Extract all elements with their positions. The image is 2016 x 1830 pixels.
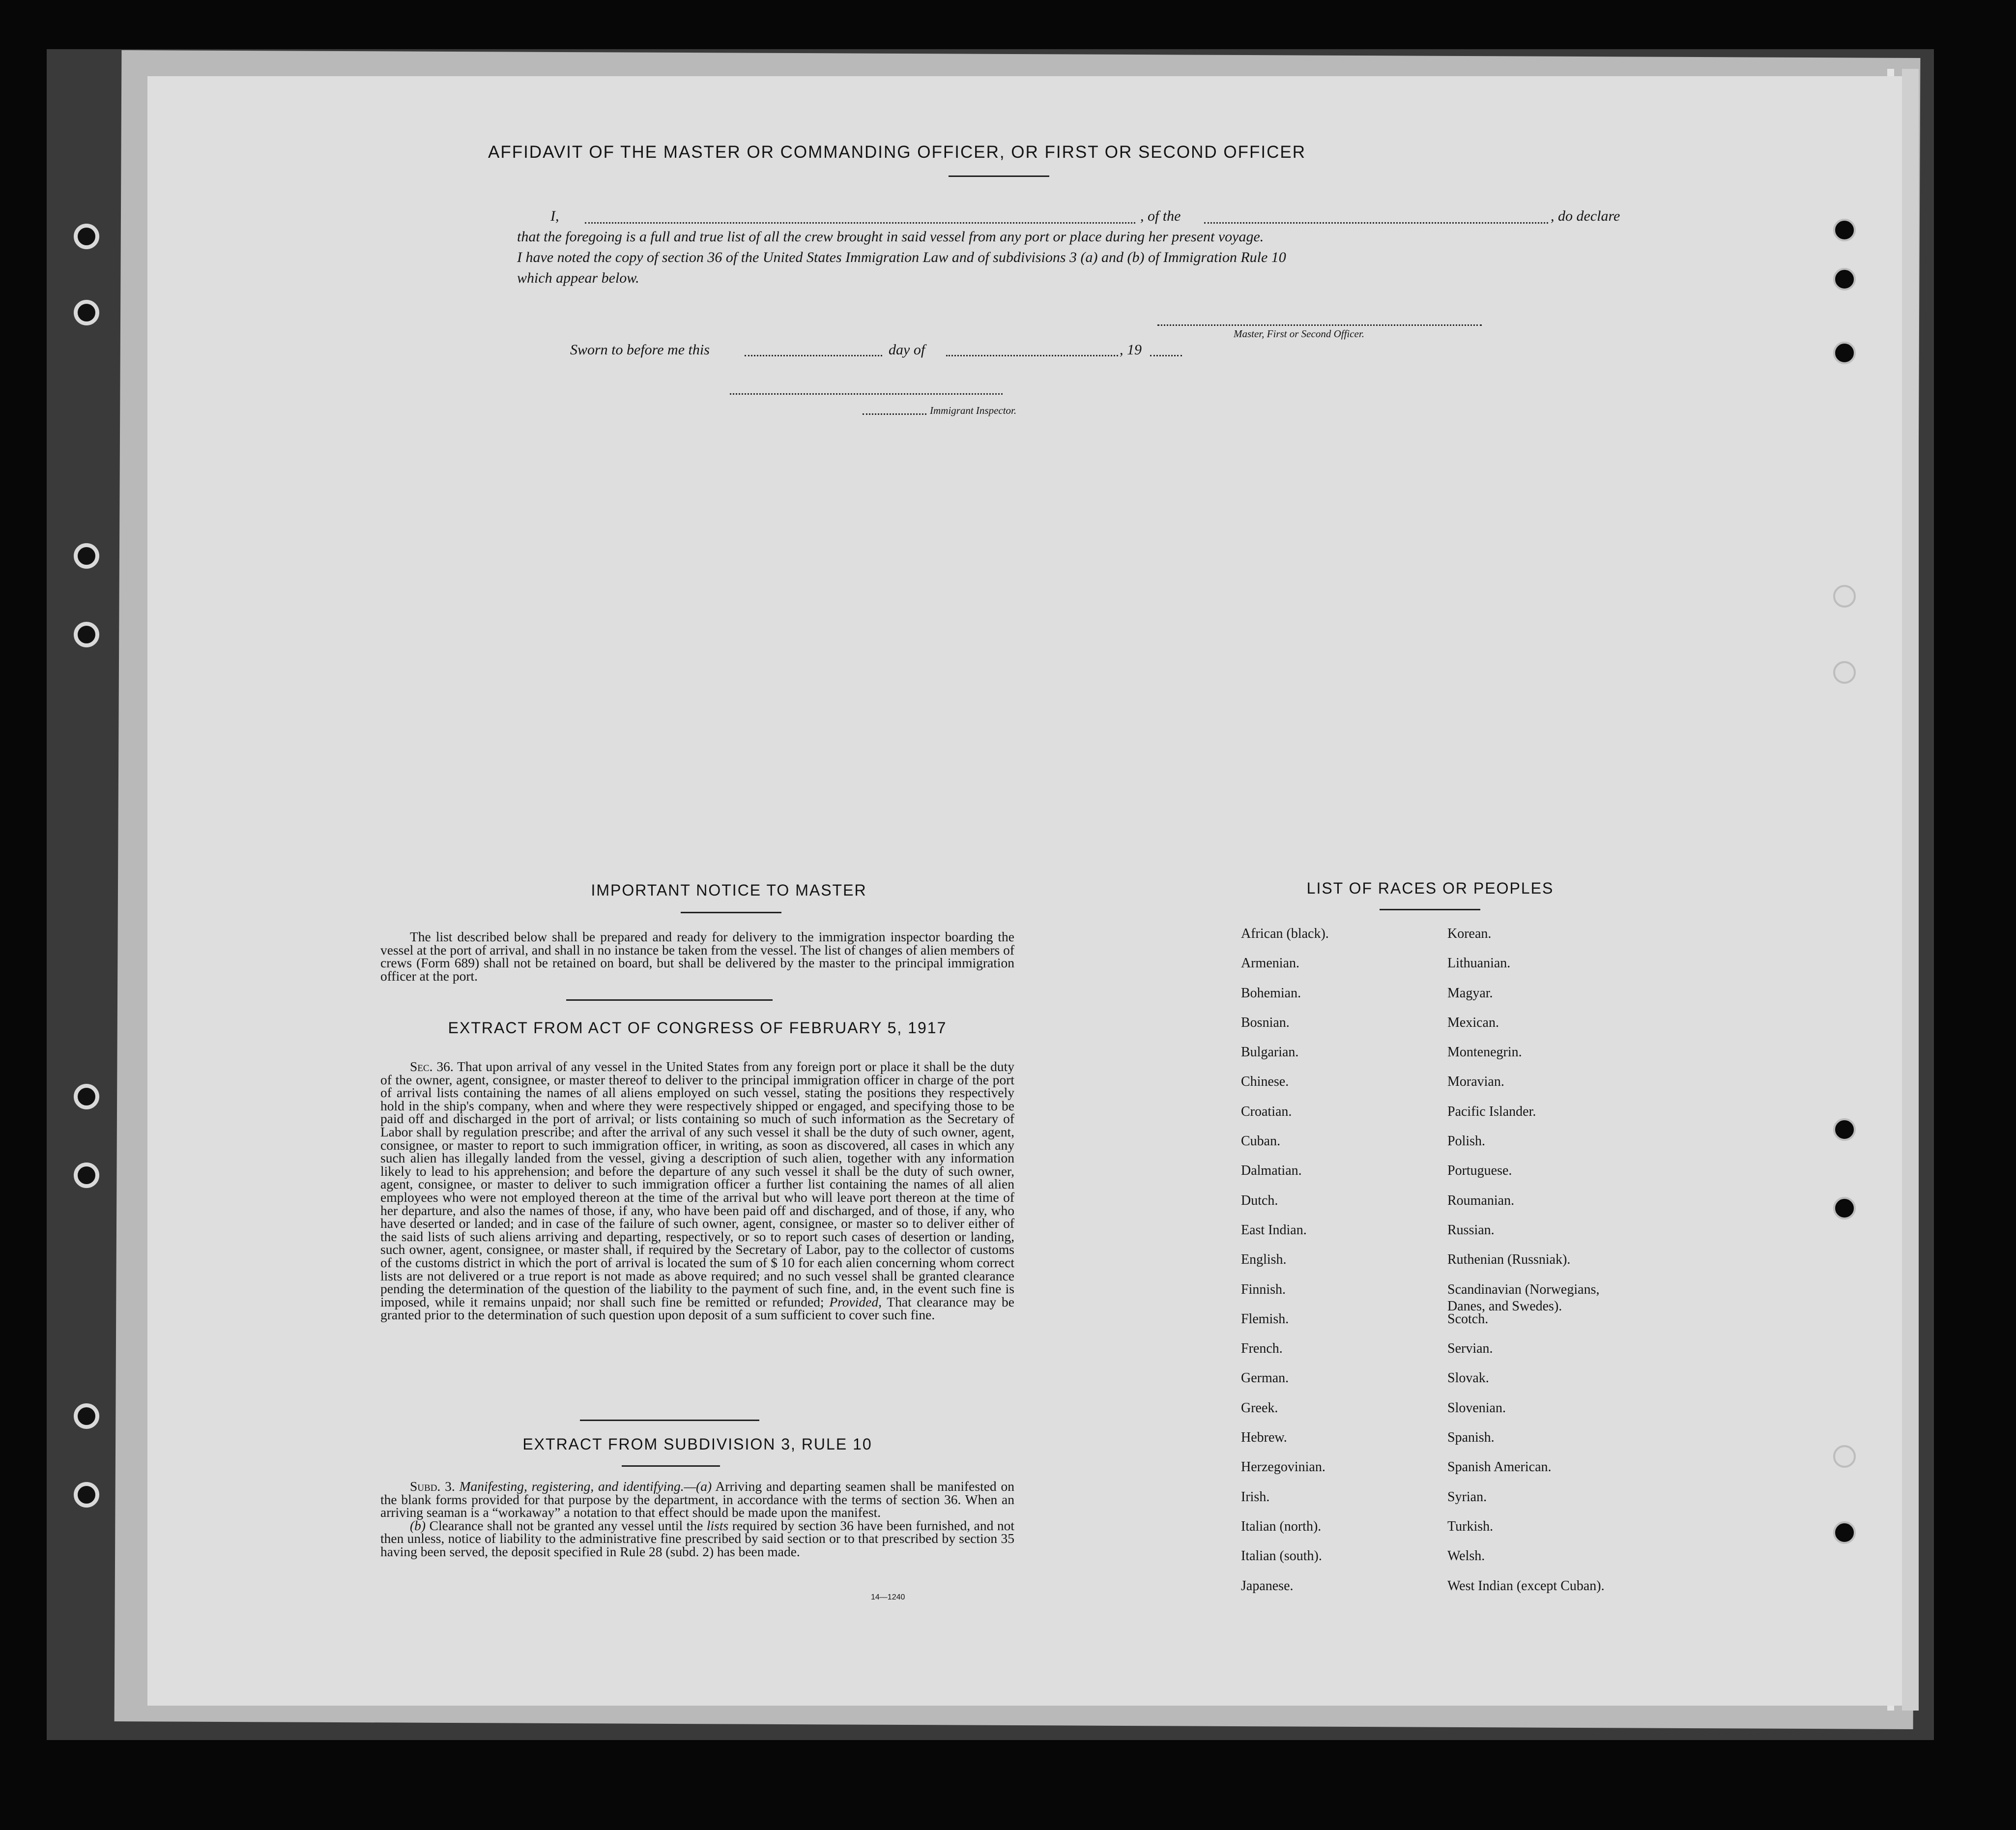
races-title-rule: [1380, 909, 1480, 910]
master-signature-blank: [1157, 324, 1482, 326]
race-item: German.: [1241, 1370, 1289, 1386]
race-item: Slovak.: [1447, 1370, 1489, 1386]
race-item: Servian.: [1447, 1341, 1493, 1357]
punch-hole: [1833, 661, 1856, 684]
rule-title-rule: [622, 1465, 720, 1467]
notice-title: IMPORTANT NOTICE TO MASTER: [591, 881, 867, 899]
notice-text: The list described below shall be prepared and ready for delivery to the immigration inspector boarding the vessel at the port of arrival, and shall in no instance be taken from the vessel. The list of changes of alien members of crews (Form 689) shall not be retained on board, but shall be delivered by the master to the principal immigration officer at the port.: [380, 929, 1014, 984]
punch-hole: [74, 300, 99, 325]
affidavit-line: which appear below.: [517, 270, 639, 286]
affidavit-line: that the foregoing is a full and true list of all the crew brought in said vessel from any port or place during her present voyage.: [517, 229, 1264, 245]
rule-title: EXTRACT FROM SUBDIVISION 3, RULE 10: [522, 1435, 872, 1453]
punch-hole: [1833, 1445, 1856, 1468]
race-item: Ruthenian (Russniak).: [1447, 1252, 1571, 1268]
race-item: Irish.: [1241, 1489, 1270, 1505]
race-item: Japanese.: [1241, 1578, 1294, 1594]
race-item: Magyar.: [1447, 985, 1493, 1001]
affidavit-line: I have noted the copy of section 36 of the United States Immigration Law and of subdivisions 3 (a) and (b) of Immigration Rule 10: [517, 249, 1286, 265]
affidavit-title: AFFIDAVIT OF THE MASTER OR COMMANDING OFFICER, OR FIRST OR SECOND OFFICER: [488, 143, 1306, 162]
race-item: Spanish American.: [1447, 1459, 1552, 1475]
race-item: Italian (south).: [1241, 1548, 1322, 1564]
punch-hole: [1833, 1521, 1856, 1544]
race-item: Scotch.: [1447, 1311, 1489, 1327]
race-item: Polish.: [1447, 1133, 1486, 1149]
races-title: LIST OF RACES OR PEOPLES: [1306, 879, 1554, 897]
manifest-page: [147, 76, 1902, 1706]
notice-title-rule: [681, 912, 781, 913]
race-item: Pacific Islander.: [1447, 1104, 1536, 1119]
races-left-column: [1241, 926, 1438, 1607]
race-item: Dutch.: [1241, 1192, 1278, 1208]
race-item: Russian.: [1447, 1222, 1495, 1238]
race-item: Flemish.: [1241, 1311, 1289, 1327]
master-label: Master, First or Second Officer.: [1234, 328, 1364, 340]
race-item: Turkish.: [1447, 1518, 1494, 1534]
race-item: Bulgarian.: [1241, 1045, 1299, 1060]
race-item: Bohemian.: [1241, 985, 1301, 1001]
race-item: Spanish.: [1447, 1430, 1495, 1446]
race-item: Moravian.: [1447, 1074, 1504, 1090]
rule-text: Subd. 3. Manifesting, registering, and identifying.—(a) Arriving and departing seamen shall be manifested on the blank forms provided for that purpose by the department, in accordance with the terms of section 36. When an arriving seaman is a “workaway” a notation to that effect should be made upon the manifest. (b) Clearance shall not be granted any vessel until the lists required by section 36 have been furnished, and not then unless, notice of liability to the administrative fine prescribed by said section or to that prescribed by section 35 having been served, the deposit specified in Rule 28 (subd. 2) has been made.: [380, 1479, 1015, 1559]
punch-hole: [1833, 219, 1856, 241]
punch-hole: [74, 1403, 99, 1429]
inspector-signature-blank: [730, 393, 1003, 395]
name-blank: [585, 222, 1135, 224]
race-item: Hebrew.: [1241, 1430, 1287, 1446]
affidavit-i: I,: [550, 208, 559, 224]
day-blank: [745, 355, 882, 356]
race-item: Italian (north).: [1241, 1518, 1322, 1534]
punch-hole: [74, 1482, 99, 1508]
race-item: Slovenian.: [1447, 1400, 1506, 1416]
punch-hole: [74, 622, 99, 647]
race-item: East Indian.: [1241, 1222, 1307, 1238]
inspector-label: Immigrant Inspector.: [930, 405, 1017, 416]
month-blank: [946, 355, 1118, 356]
race-item: Scandinavian (Norwegians, Danes, and Swedes).: [1447, 1281, 1600, 1314]
act-text: Sec. 36. That upon arrival of any vessel in the United States from any foreign port or place it shall be the duty of the owner, agent, consignee, or master thereof to deliver to the principal immigration officer in charge of the port of arrival lists containing the names of all aliens employed on such vessel, stating the positions they respectively hold in the ship's company, when and where they were respectively shipped or engaged, and specifying those to be paid off and discharged in the port of arrival; or lists containing so much of such information as the Secretary of Labor shall by regulation prescribe; and after the arrival of any such vessel it shall be the duty of such owner, agent, consignee, or master to report to such immigration officer, in writing, as soon as discovered, all cases in which any such alien has illegally landed from the vessel, giving a description of such alien, together with any information likely to lead to his apprehension; and before the departure of any such vessel it shall be the duty of such owner, agent, consignee, or master to deliver to such immigration officer a further list containing the names of all alien employees who were not employed thereon at the time of the arrival but who will leave port thereon at the time of her departure, and also the names of those, if any, who have been paid off and discharged, and of those, if any, who have deserted or landed; and in case of the failure of such owner, agent, consignee, or master so to deliver either of the said lists of such aliens arriving and departing, respectively, or so to report such cases of desertion or landing, such owner, agent, consignee, or master shall, if required by the Secretary of Labor, pay to the collector of customs of the customs district in which the port of arrival is located the sum of $ 10 for each alien concerning whom correct lists are not delivered or a true report is not made as above required; and no such vessel shall be granted clearance pending the determination of the question of the liability to the payment of such fine, and, in the event such fine is imposed, while it remains unpaid; nor shall such fine be remitted or refunded; Provided, That clearance may be granted prior to the determination of such question upon deposit of a sum sufficient to cover such fine.: [380, 1059, 1014, 1323]
form-number: 14—1240: [871, 1593, 905, 1601]
race-item: Mexican.: [1447, 1015, 1499, 1030]
act-title: EXTRACT FROM ACT OF CONGRESS OF FEBRUARY 5, 1917: [448, 1019, 947, 1037]
punch-hole: [74, 543, 99, 569]
race-item: Korean.: [1447, 926, 1492, 941]
races-right-column: [1447, 926, 1624, 1607]
inspector-dots: [863, 413, 926, 415]
race-item: Croatian.: [1241, 1104, 1292, 1119]
race-item: Chinese.: [1241, 1074, 1289, 1090]
race-item: West Indian (except Cuban).: [1447, 1578, 1605, 1594]
vessel-blank: [1204, 222, 1548, 224]
title-rule: [949, 175, 1049, 177]
punch-hole: [1833, 342, 1856, 364]
race-item: Armenian.: [1241, 956, 1299, 971]
punch-hole: [74, 224, 99, 249]
race-item: Roumanian.: [1447, 1192, 1515, 1208]
race-item: Cuban.: [1241, 1133, 1281, 1149]
punch-hole: [1833, 1118, 1856, 1141]
section-divider: [580, 1420, 759, 1421]
race-item: Bosnian.: [1241, 1015, 1290, 1030]
race-item: Welsh.: [1447, 1548, 1485, 1564]
sworn-text: Sworn to before me this: [570, 342, 710, 358]
year-prefix: , 19: [1120, 342, 1142, 358]
race-item: Finnish.: [1241, 1281, 1286, 1297]
race-item: Greek.: [1241, 1400, 1278, 1416]
race-item: French.: [1241, 1341, 1283, 1357]
sec-label: Sec. 36.: [410, 1059, 454, 1074]
race-item: Lithuanian.: [1447, 956, 1511, 971]
affidavit-declare: , do declare: [1551, 208, 1620, 224]
race-item: Syrian.: [1447, 1489, 1487, 1505]
year-blank: [1150, 355, 1182, 356]
page-edge: [1902, 69, 1919, 1711]
punch-hole: [74, 1162, 99, 1188]
race-item: Herzegovinian.: [1241, 1459, 1325, 1475]
race-item: Dalmatian.: [1241, 1163, 1302, 1179]
affidavit-of-the: , of the: [1140, 208, 1181, 224]
punch-hole: [74, 1084, 99, 1109]
section-divider: [566, 999, 773, 1001]
race-item: English.: [1241, 1252, 1287, 1268]
race-item: African (black).: [1241, 926, 1329, 941]
punch-hole: [1833, 1197, 1856, 1220]
day-of: day of: [889, 342, 925, 358]
race-item: Montenegrin.: [1447, 1045, 1522, 1060]
punch-hole: [1833, 585, 1856, 608]
punch-hole: [1833, 268, 1856, 290]
race-item: Portuguese.: [1447, 1163, 1512, 1179]
